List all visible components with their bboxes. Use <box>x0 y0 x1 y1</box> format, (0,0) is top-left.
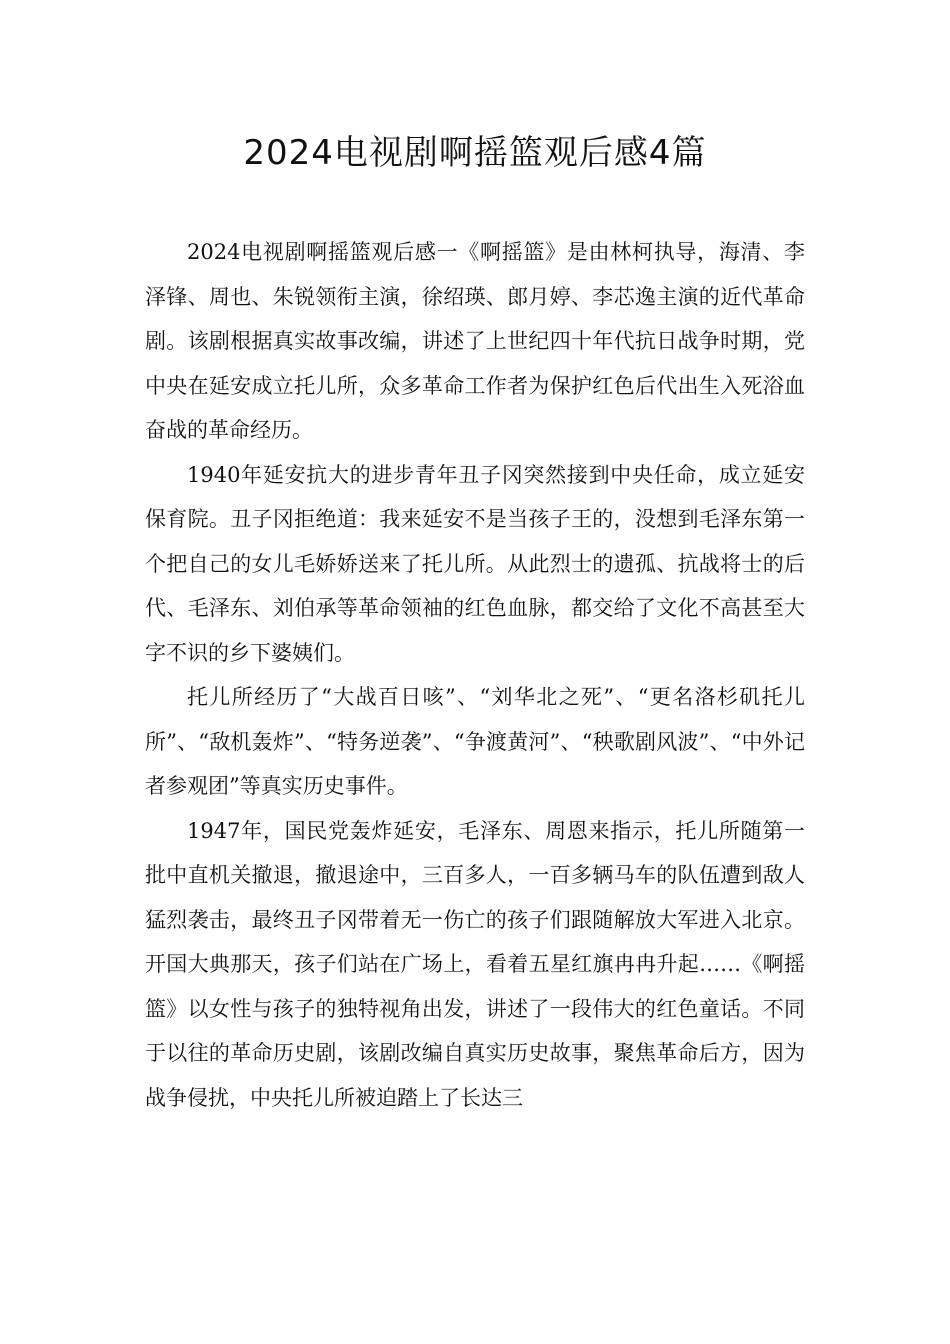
paragraph-4: 1947年，国民党轰炸延安，毛泽东、周恩来指示，托儿所随第一批中直机关撤退，撤退途中，三百多人，一百多辆马车的队伍遭到敌人猛烈袭击，最终丑子冈带着无一伤亡的孩子们跟随解放大军进入北京。开国大典那天，孩子们站在广场上，看着五星红旗冉冉升起……《啊摇篮》以女性与孩子的独特视角出发，讲述了一段伟大的红色童话。不同于以往的革命历史剧，该剧改编自真实历史故事，聚焦革命后方，因为战争侵扰，中央托儿所被迫踏上了长达三 <box>145 818 805 1110</box>
document-title: 2024电视剧啊摇篮观后感4篇 <box>243 133 707 173</box>
paragraph-3: 托儿所经历了“大战百日咳”、“刘华北之死”、“更名洛杉矶托儿所”、“敌机轰炸”、“特务逆袭”、“争渡黄河”、“秧歌剧风波”、“中外记者参观团”等真实历史事件。 <box>145 685 805 798</box>
paragraph-1: 2024电视剧啊摇篮观后感一《啊摇篮》是由林柯执导，海清、李泽锋、周也、朱锐领衔主演，徐绍瑛、郎月婷、李芯逸主演的近代革命剧。该剧根据真实故事改编，讲述了上世纪四十年代抗日战争时期，党中央在延安成立托儿所，众多革命工作者为保护红色后代出生入死浴血奋战的革命经历。 <box>145 240 805 442</box>
document-body <box>145 230 805 1120</box>
paragraph-2: 1940年延安抗大的进步青年丑子冈突然接到中央任命，成立延安保育院。丑子冈拒绝道：我来延安不是当孩子王的，没想到毛泽东第一个把自己的女儿毛娇娇送来了托儿所。从此烈士的遗孤、抗战将士的后代、毛泽东、刘伯承等革命领袖的红色血脉，都交给了文化不高甚至大字不识的乡下婆姨们。 <box>145 462 805 665</box>
